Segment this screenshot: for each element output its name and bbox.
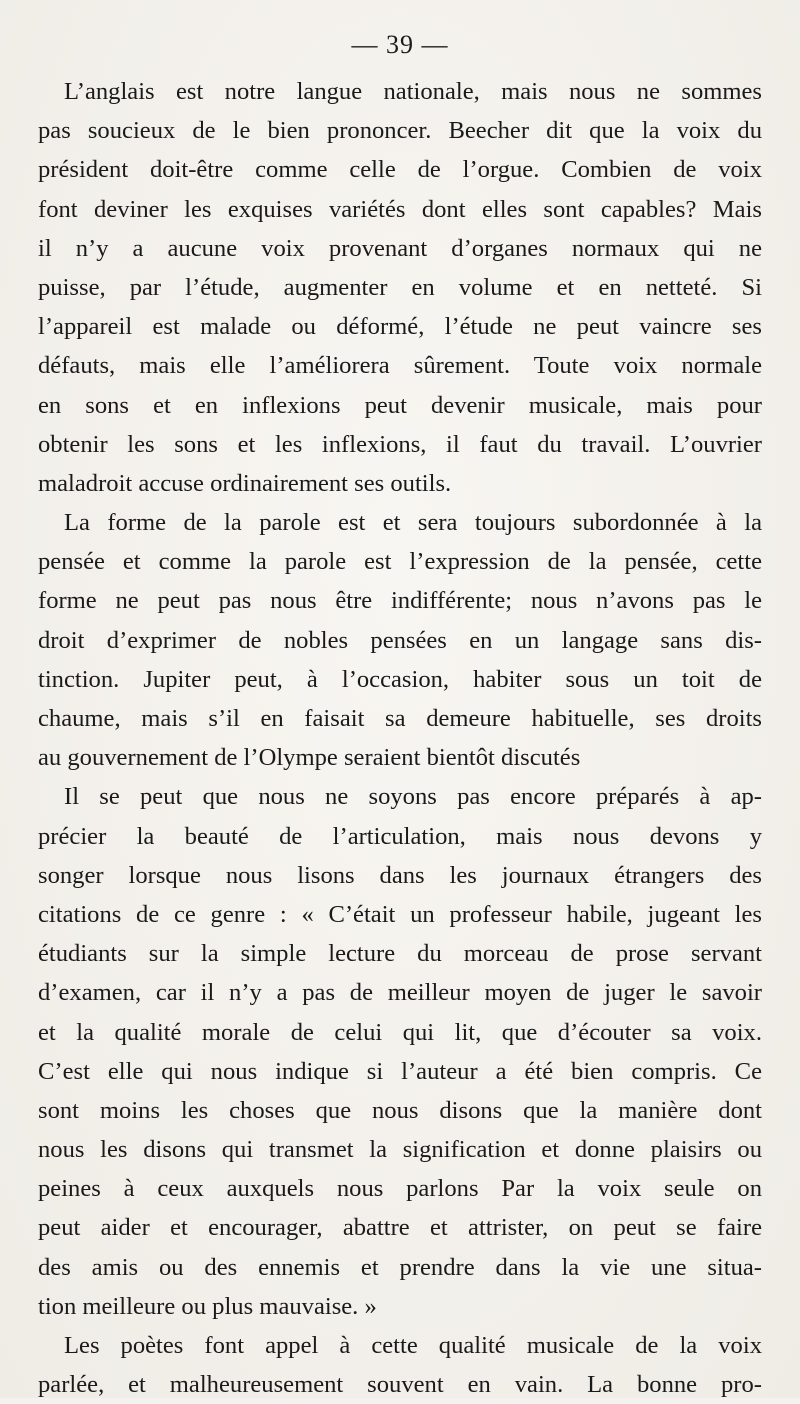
text-line: C’est elle qui nous indique si l’auteur a été bien compris. Ce (38, 1057, 762, 1085)
paragraph (38, 777, 762, 1326)
text-line: étudiants sur la simple lecture du morceau de prose servant (38, 940, 762, 968)
text-line: maladroit accuse ordinairement ses outils. (38, 469, 452, 497)
paragraph (38, 72, 762, 503)
text-line: puisse, par l’étude, augmenter en volume et en netteté. Si (38, 273, 762, 301)
text-line: et la qualité morale de celui qui lit, que d’écouter sa voix. (38, 1018, 762, 1046)
paragraph (38, 1326, 762, 1404)
text-line: d’examen, car il n’y a pas de meilleur moyen de juger le savoir (38, 979, 762, 1007)
body-text (38, 72, 762, 1404)
text-line: président doit-être comme celle de l’orgue. Combien de voix (38, 156, 762, 184)
text-line: obtenir les sons et les inflexions, il faut du travail. L’ouvrier (38, 430, 762, 458)
text-line: en sons et en inflexions peut devenir musicale, mais pour (38, 391, 762, 419)
text-line: pensée et comme la parole est l’expression de la pensée, cette (38, 548, 762, 576)
text-line: forme ne peut pas nous être indifférente; nous n’avons pas le (38, 587, 762, 615)
text-line: citations de ce genre : « C’était un professeur habile, jugeant les (38, 900, 762, 928)
text-line: sont moins les choses que nous disons que la manière dont (38, 1096, 762, 1124)
text-line: au gouvernement de l’Olympe seraient bientôt discutés (38, 744, 581, 772)
text-line: précier la beauté de l’articulation, mais nous devons y (38, 822, 762, 850)
text-line: l’appareil est malade ou déformé, l’étude ne peut vaincre ses (38, 313, 762, 341)
paragraph (38, 503, 762, 777)
text-line: Il se peut que nous ne soyons pas encore préparés à ap- (64, 783, 762, 811)
text-line: défauts, mais elle l’améliorera sûrement. Toute voix normale (38, 352, 762, 380)
text-line: peut aider et encourager, abattre et attrister, on peut se faire (38, 1214, 762, 1242)
text-line: pas soucieux de le bien prononcer. Beecher dit que la voix du (38, 117, 762, 145)
text-line: Les poètes font appel à cette qualité musicale de la voix (64, 1332, 762, 1359)
text-line: parlée, et malheureusement souvent en vain. La bonne pro- (38, 1371, 762, 1399)
text-line: L’anglais est notre langue nationale, mais nous ne sommes (64, 78, 762, 105)
text-line: songer lorsque nous lisons dans les journaux étrangers des (38, 861, 762, 889)
text-line: il n’y a aucune voix provenant d’organes normaux qui ne (38, 234, 762, 262)
text-line: tinction. Jupiter peut, à l’occasion, habiter sous un toit de (38, 665, 762, 693)
text-line: tion meilleure ou plus mauvaise. » (38, 1292, 377, 1320)
text-line: La forme de la parole est et sera toujours subordonnée à la (64, 509, 762, 537)
text-line: chaume, mais s’il en faisait sa demeure habituelle, ses droits (38, 705, 762, 732)
text-line: des amis ou des ennemis et prendre dans la vie une situa- (38, 1253, 762, 1281)
text-line: droit d’exprimer de nobles pensées en un langage sans dis- (38, 626, 762, 654)
text-line: nous les disons qui transmet la signification et donne plaisirs ou (38, 1136, 762, 1164)
text-line: peines à ceux auxquels nous parlons Par la voix seule on (38, 1175, 762, 1203)
page-number: — 39 — (351, 30, 449, 59)
text-line: font deviner les exquises variétés dont elles sont capables? Mais (38, 195, 762, 223)
